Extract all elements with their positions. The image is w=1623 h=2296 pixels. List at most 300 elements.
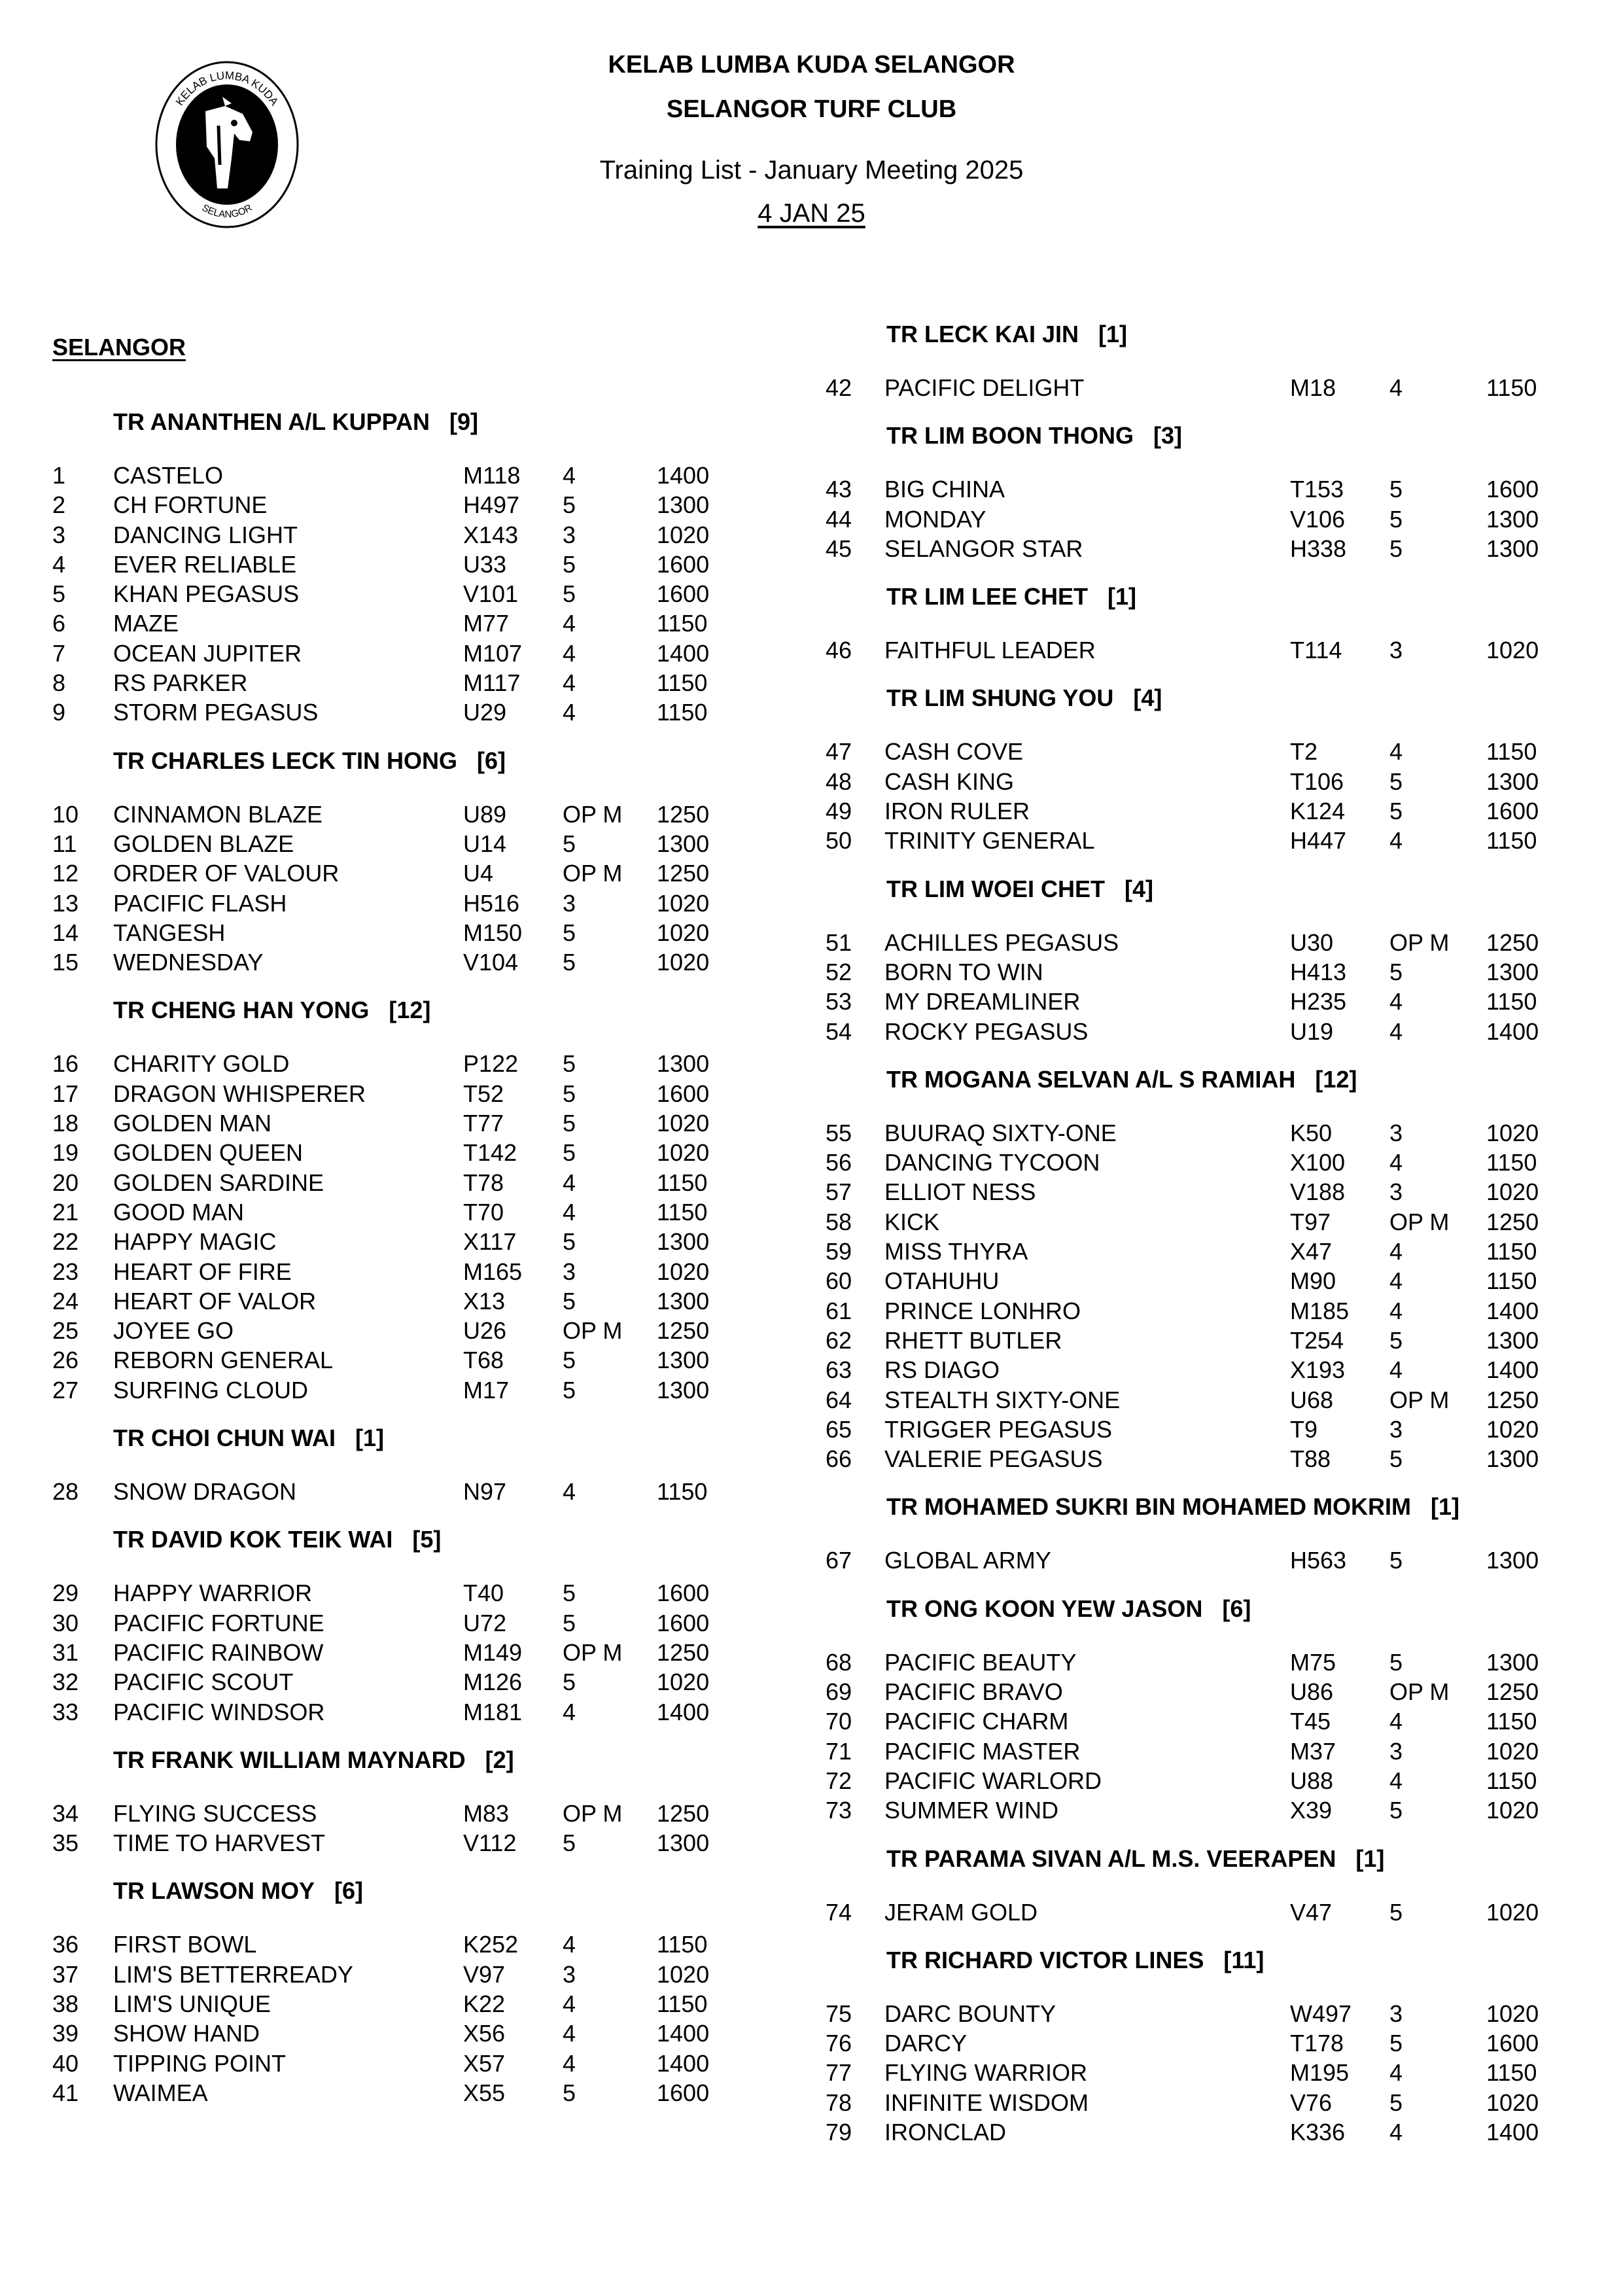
horse-name: GOLDEN BLAZE: [113, 830, 294, 857]
horse-class: 5: [1389, 768, 1403, 795]
trainer-name: TR DAVID KOK TEIK WAI: [113, 1526, 393, 1553]
horse-code: X143: [463, 521, 519, 548]
horse-name: DARC BOUNTY: [884, 2000, 1056, 2027]
horse-name: INFINITE WISDOM: [884, 2089, 1089, 2116]
horse-distance: 1020: [1486, 2089, 1539, 2116]
horse-class: 5: [563, 830, 576, 857]
horse-code: V97: [463, 1960, 506, 1988]
horse-distance: 1020: [657, 521, 710, 548]
horse-code: T254: [1290, 1326, 1344, 1354]
horse-number: 31: [52, 1638, 79, 1666]
horse-class: 4: [1389, 1356, 1403, 1384]
horse-name: MY DREAMLINER: [884, 988, 1081, 1016]
horse-number: 60: [826, 1267, 852, 1295]
horse-distance: 1400: [657, 639, 710, 667]
horse-class: 4: [1389, 1017, 1403, 1045]
trainer-name: TR PARAMA SIVAN A/L M.S. VEERAPEN: [886, 1845, 1336, 1872]
horse-class: 4: [563, 1698, 576, 1725]
horse-number: 78: [826, 2089, 852, 2116]
horse-name: HAPPY MAGIC: [113, 1228, 277, 1256]
horse-number: 70: [826, 1708, 852, 1735]
horse-number: 34: [52, 1799, 79, 1827]
horse-number: 22: [52, 1228, 79, 1256]
horse-code: N97: [463, 1478, 507, 1506]
horse-distance: 1020: [657, 949, 710, 976]
horse-class: 3: [1389, 1119, 1403, 1146]
horse-number: 27: [52, 1376, 79, 1404]
horse-distance: 1020: [657, 919, 710, 946]
horse-code: T78: [463, 1169, 504, 1196]
horse-name: REBORN GENERAL: [113, 1347, 334, 1374]
horse-number: 19: [52, 1139, 79, 1167]
horse-class: 4: [563, 1169, 576, 1196]
horse-code: P122: [463, 1050, 519, 1078]
horse-number: 68: [826, 1648, 852, 1676]
horse-number: 38: [52, 1990, 79, 2017]
horse-name: TRINITY GENERAL: [884, 827, 1095, 855]
horse-class: 3: [1389, 2000, 1403, 2027]
horse-name: PACIFIC RAINBOW: [113, 1638, 324, 1666]
horse-distance: 1300: [1486, 535, 1539, 562]
horse-name: FAITHFUL LEADER: [884, 637, 1096, 664]
horse-code: T97: [1290, 1208, 1331, 1235]
horse-number: 4: [52, 550, 66, 578]
horse-class: 4: [563, 1198, 576, 1226]
horse-code: M90: [1290, 1267, 1336, 1295]
horse-name: SURFING CLOUD: [113, 1376, 309, 1404]
horse-distance: 1600: [657, 1080, 710, 1107]
horse-distance: 1400: [657, 462, 710, 489]
horse-name: TIPPING POINT: [113, 2049, 287, 2077]
horse-code: V104: [463, 949, 519, 976]
horse-code: U4: [463, 860, 494, 887]
horse-number: 62: [826, 1326, 852, 1354]
horse-distance: 1150: [1486, 1149, 1537, 1176]
horse-number: 42: [826, 374, 852, 401]
horse-number: 8: [52, 669, 66, 697]
horse-name: BUURAQ SIXTY-ONE: [884, 1119, 1117, 1146]
horse-distance: 1300: [657, 1228, 710, 1256]
trainer-horse-count: [6]: [477, 747, 506, 774]
horse-class: 5: [563, 949, 576, 976]
horse-class: 4: [1389, 988, 1403, 1016]
horse-class: 5: [563, 1080, 576, 1107]
horse-class: 5: [1389, 1547, 1403, 1574]
trainer-horse-count: [12]: [389, 997, 431, 1024]
horse-distance: 1020: [657, 1139, 710, 1167]
horse-distance: 1300: [657, 1376, 710, 1404]
horse-distance: 1600: [657, 2079, 710, 2106]
horse-code: H516: [463, 889, 520, 917]
horse-name: STEALTH SIXTY-ONE: [884, 1386, 1121, 1413]
trainer-horse-count: [9]: [449, 408, 478, 435]
horse-name: GOLDEN QUEEN: [113, 1139, 304, 1167]
horse-number: 43: [826, 476, 852, 503]
horse-code: M83: [463, 1799, 510, 1827]
horse-number: 46: [826, 637, 852, 664]
horse-distance: 1250: [657, 1317, 710, 1345]
horse-class: 5: [563, 1050, 576, 1078]
horse-class: 4: [1389, 1767, 1403, 1794]
horse-code: T88: [1290, 1445, 1331, 1473]
horse-distance: 1020: [1486, 637, 1539, 664]
horse-code: X39: [1290, 1797, 1333, 1824]
horse-class: 4: [563, 2020, 576, 2047]
horse-distance: 1150: [657, 699, 708, 726]
horse-code: T9: [1290, 1415, 1318, 1443]
horse-name: IRON RULER: [884, 798, 1030, 825]
horse-distance: 1400: [1486, 1017, 1539, 1045]
horse-code: V106: [1290, 505, 1346, 533]
horse-code: M150: [463, 919, 523, 946]
horse-number: 65: [826, 1415, 852, 1443]
horse-class: 5: [1389, 1898, 1403, 1926]
horse-name: TIME TO HARVEST: [113, 1829, 326, 1857]
horse-class: 5: [1389, 1648, 1403, 1676]
horse-distance: 1150: [1486, 827, 1537, 855]
trainer-horse-count: [4]: [1124, 875, 1153, 902]
trainer-name: TR LIM LEE CHET: [886, 583, 1088, 610]
horse-distance: 1150: [657, 610, 708, 637]
horse-name: KHAN PEGASUS: [113, 580, 300, 608]
horse-class: 5: [563, 491, 576, 519]
club-name-english: SELANGOR TURF CLUB: [666, 96, 957, 123]
horse-distance: 1250: [657, 800, 710, 828]
horse-class: 4: [1389, 1149, 1403, 1176]
horse-code: M126: [463, 1669, 523, 1696]
horse-name: STORM PEGASUS: [113, 699, 319, 726]
horse-code: W497: [1290, 2000, 1352, 2027]
horse-number: 49: [826, 798, 852, 825]
horse-code: T52: [463, 1080, 504, 1107]
horse-number: 52: [826, 958, 852, 985]
trainer-name: TR LIM BOON THONG: [886, 422, 1134, 450]
horse-distance: 1600: [657, 1580, 710, 1607]
horse-code: U19: [1290, 1017, 1334, 1045]
horse-distance: 1150: [657, 1198, 708, 1226]
horse-code: M185: [1290, 1297, 1350, 1324]
horse-code: H235: [1290, 988, 1347, 1016]
horse-name: PACIFIC BEAUTY: [884, 1648, 1077, 1676]
horse-name: CASH KING: [884, 768, 1015, 795]
horse-class: 4: [1389, 2118, 1403, 2146]
horse-distance: 1300: [1486, 768, 1539, 795]
trainer-name: TR ONG KOON YEW JASON: [886, 1595, 1203, 1622]
horse-class: 3: [563, 889, 576, 917]
horse-class: 5: [1389, 505, 1403, 533]
horse-code: H563: [1290, 1547, 1347, 1574]
horse-number: 56: [826, 1149, 852, 1176]
horse-code: X55: [463, 2079, 506, 2106]
horse-name: JOYEE GO: [113, 1317, 234, 1345]
horse-number: 44: [826, 505, 852, 533]
horse-number: 6: [52, 610, 66, 637]
document-subtitle: Training List - January Meeting 2025: [599, 156, 1024, 185]
horse-name: MAZE: [113, 610, 179, 637]
horse-class: 5: [563, 1376, 576, 1404]
horse-class: 5: [1389, 1445, 1403, 1473]
horse-distance: 1150: [1486, 738, 1537, 766]
horse-code: K22: [463, 1990, 506, 2017]
horse-class: 5: [563, 1829, 576, 1857]
horse-class: 4: [563, 462, 576, 489]
horse-class: 4: [563, 610, 576, 637]
horse-code: U68: [1290, 1386, 1334, 1413]
horse-name: JERAM GOLD: [884, 1898, 1038, 1926]
horse-code: T68: [463, 1347, 504, 1374]
club-name-malay: KELAB LUMBA KUDA SELANGOR: [608, 51, 1015, 79]
horse-number: 77: [826, 2059, 852, 2087]
horse-distance: 1020: [657, 1669, 710, 1696]
horse-name: GOLDEN MAN: [113, 1110, 272, 1137]
horse-class: OP M: [1389, 1208, 1450, 1235]
horse-distance: 1150: [1486, 1767, 1537, 1794]
horse-class: 5: [1389, 1797, 1403, 1824]
horse-distance: 1300: [1486, 505, 1539, 533]
trainer-name: TR LECK KAI JIN: [886, 321, 1079, 347]
horse-class: 5: [563, 1110, 576, 1137]
horse-name: HEART OF FIRE: [113, 1258, 292, 1285]
horse-name: PACIFIC BRAVO: [884, 1678, 1063, 1706]
horse-class: 5: [563, 919, 576, 946]
trainer-name: TR LAWSON MOY: [113, 1877, 315, 1905]
horse-distance: 1400: [657, 2020, 710, 2047]
horse-number: 17: [52, 1080, 79, 1107]
horse-code: M77: [463, 610, 510, 637]
horse-code: U88: [1290, 1767, 1334, 1794]
horse-class: OP M: [1389, 1678, 1450, 1706]
horse-name: PACIFIC FORTUNE: [113, 1609, 324, 1636]
horse-code: M149: [463, 1638, 523, 1666]
horse-distance: 1300: [657, 1829, 710, 1857]
horse-name: TRIGGER PEGASUS: [884, 1415, 1113, 1443]
horse-distance: 1150: [657, 1931, 708, 1958]
horse-number: 53: [826, 988, 852, 1016]
horse-number: 40: [52, 2049, 79, 2077]
horse-name: HEART OF VALOR: [113, 1287, 317, 1315]
horse-class: 3: [563, 1258, 576, 1285]
horse-class: 5: [563, 2079, 576, 2106]
horse-class: OP M: [1389, 1386, 1450, 1413]
horse-class: 5: [1389, 1326, 1403, 1354]
horse-class: 5: [563, 550, 576, 578]
horse-class: 4: [563, 1931, 576, 1958]
horse-class: OP M: [563, 1317, 623, 1345]
horse-number: 50: [826, 827, 852, 855]
horse-number: 54: [826, 1017, 852, 1045]
horse-code: H338: [1290, 535, 1347, 562]
horse-code: M17: [463, 1376, 510, 1404]
horse-code: U14: [463, 830, 507, 857]
horse-code: T45: [1290, 1708, 1331, 1735]
horse-code: V47: [1290, 1898, 1333, 1926]
horse-name: KICK: [884, 1208, 940, 1235]
horse-class: 4: [1389, 1238, 1403, 1265]
horse-code: T178: [1290, 2030, 1344, 2057]
horse-distance: 1150: [657, 1169, 708, 1196]
horse-name: SUMMER WIND: [884, 1797, 1058, 1824]
horse-name: CHARITY GOLD: [113, 1050, 290, 1078]
horse-code: U30: [1290, 928, 1334, 956]
horse-class: 4: [1389, 2059, 1403, 2087]
horse-distance: 1020: [1486, 1797, 1539, 1824]
trainer-name: TR LIM WOEI CHET: [886, 875, 1105, 902]
horse-number: 47: [826, 738, 852, 766]
horse-name: BIG CHINA: [884, 476, 1005, 503]
horse-distance: 1150: [1486, 1267, 1537, 1295]
trainer-horse-count: [1]: [1108, 583, 1136, 610]
horse-code: M117: [463, 669, 521, 697]
horse-name: LIM'S UNIQUE: [113, 1990, 271, 2017]
horse-code: X56: [463, 2020, 506, 2047]
trainer-name: TR CHOI CHUN WAI: [113, 1424, 336, 1452]
horse-code: T114: [1290, 637, 1342, 664]
horse-distance: 1150: [1486, 1238, 1537, 1265]
horse-distance: 1300: [657, 491, 710, 519]
trainer-horse-count: [11]: [1223, 1946, 1265, 1973]
trainer-horse-count: [6]: [334, 1877, 363, 1905]
horse-class: OP M: [563, 1799, 623, 1827]
horse-code: M181: [463, 1698, 523, 1725]
horse-distance: 1300: [657, 1050, 710, 1078]
horse-class: 3: [1389, 1415, 1403, 1443]
trainer-name: TR FRANK WILLIAM MAYNARD: [113, 1746, 466, 1773]
horse-number: 48: [826, 768, 852, 795]
horse-class: 5: [563, 1669, 576, 1696]
horse-code: V101: [463, 580, 519, 608]
horse-code: K50: [1290, 1119, 1333, 1146]
horse-name: CINNAMON BLAZE: [113, 800, 323, 828]
horse-distance: 1020: [1486, 1898, 1539, 1926]
horse-name: DANCING TYCOON: [884, 1149, 1100, 1176]
trainer-horse-count: [4]: [1133, 684, 1162, 712]
horse-class: 4: [563, 669, 576, 697]
horse-name: LIM'S BETTERREADY: [113, 1960, 353, 1988]
horse-number: 28: [52, 1478, 79, 1506]
horse-name: ROCKY PEGASUS: [884, 1017, 1089, 1045]
logo-text-bottom: SELANGOR: [200, 202, 254, 221]
horse-class: OP M: [563, 800, 623, 828]
horse-code: U72: [463, 1609, 507, 1636]
horse-name: GOOD MAN: [113, 1198, 245, 1226]
horse-name: PACIFIC SCOUT: [113, 1669, 294, 1696]
trainer-name: TR CHARLES LECK TIN HONG: [113, 747, 457, 774]
horse-number: 36: [52, 1931, 79, 1958]
horse-name: OCEAN JUPITER: [113, 639, 302, 667]
horse-number: 45: [826, 535, 852, 562]
trainer-horse-count: [1]: [1355, 1845, 1385, 1872]
horse-distance: 1150: [1486, 2059, 1537, 2087]
horse-class: 4: [1389, 1708, 1403, 1735]
horse-distance: 1020: [1486, 1415, 1539, 1443]
horse-code: U89: [463, 800, 507, 828]
horse-number: 10: [52, 800, 79, 828]
horse-distance: 1600: [1486, 2030, 1539, 2057]
horse-distance: 1400: [657, 2049, 710, 2077]
trainer-horse-count: [5]: [412, 1526, 442, 1553]
horse-number: 55: [826, 1119, 852, 1146]
horse-code: V112: [463, 1829, 517, 1857]
horse-name: HAPPY WARRIOR: [113, 1580, 313, 1607]
horse-class: 3: [563, 521, 576, 548]
horse-distance: 1600: [657, 1609, 710, 1636]
horse-name: MONDAY: [884, 505, 986, 533]
horse-class: 5: [563, 580, 576, 608]
horse-distance: 1250: [1486, 928, 1539, 956]
horse-distance: 1400: [1486, 1297, 1539, 1324]
horse-name: FLYING SUCCESS: [113, 1799, 317, 1827]
horse-distance: 1600: [657, 580, 710, 608]
horse-code: T142: [463, 1139, 517, 1167]
horse-code: M75: [1290, 1648, 1336, 1676]
logo-text-top: KELAB LUMBA KUDA: [173, 69, 281, 108]
horse-class: 5: [563, 1139, 576, 1167]
horse-number: 74: [826, 1898, 852, 1926]
horse-name: PACIFIC FLASH: [113, 889, 287, 917]
horse-name: ACHILLES PEGASUS: [884, 928, 1119, 956]
horse-distance: 1400: [1486, 1356, 1539, 1384]
horse-code: T70: [463, 1198, 504, 1226]
horse-class: 4: [1389, 374, 1403, 401]
horse-name: FIRST BOWL: [113, 1931, 257, 1958]
horse-number: 21: [52, 1198, 79, 1226]
horse-code: K336: [1290, 2118, 1346, 2146]
horse-class: 4: [563, 2049, 576, 2077]
horse-class: 5: [1389, 958, 1403, 985]
horse-class: 4: [1389, 738, 1403, 766]
trainer-name: TR ANANTHEN A/L KUPPAN: [113, 408, 430, 435]
horse-name: SHOW HAND: [113, 2020, 260, 2047]
horse-distance: 1300: [657, 830, 710, 857]
horse-distance: 1020: [657, 1110, 710, 1137]
horse-number: 73: [826, 1797, 852, 1824]
horse-number: 63: [826, 1356, 852, 1384]
horse-class: 5: [1389, 2030, 1403, 2057]
horse-class: 3: [563, 1960, 576, 1988]
horse-distance: 1020: [657, 889, 710, 917]
horse-distance: 1300: [657, 1287, 710, 1315]
trainer-name: TR CHENG HAN YONG: [113, 997, 370, 1024]
horse-code: K124: [1290, 798, 1346, 825]
trainer-name: TR MOHAMED SUKRI BIN MOHAMED MOKRIM: [886, 1493, 1411, 1521]
horse-code: X57: [463, 2049, 506, 2077]
horse-number: 9: [52, 699, 66, 726]
horse-code: M195: [1290, 2059, 1350, 2087]
horse-class: OP M: [563, 860, 623, 887]
horse-code: H413: [1290, 958, 1347, 985]
horse-name: ORDER OF VALOUR: [113, 860, 340, 887]
horse-class: 3: [1389, 637, 1403, 664]
horse-class: 4: [1389, 827, 1403, 855]
horse-number: 23: [52, 1258, 79, 1285]
horse-code: M165: [463, 1258, 523, 1285]
horse-number: 59: [826, 1238, 852, 1265]
horse-number: 35: [52, 1829, 79, 1857]
horse-distance: 1250: [657, 1638, 710, 1666]
horse-name: PACIFIC MASTER: [884, 1737, 1081, 1765]
trainer-name: TR MOGANA SELVAN A/L S RAMIAH: [886, 1065, 1296, 1093]
horse-number: 16: [52, 1050, 79, 1078]
horse-class: 4: [563, 639, 576, 667]
horse-number: 3: [52, 521, 66, 548]
horse-class: 4: [563, 1478, 576, 1506]
horse-code: U29: [463, 699, 507, 726]
horse-class: 5: [1389, 2089, 1403, 2116]
horse-name: PRINCE LONHRO: [884, 1297, 1081, 1324]
horse-code: M118: [463, 462, 521, 489]
horse-name: PACIFIC DELIGHT: [884, 374, 1085, 401]
horse-code: X193: [1290, 1356, 1346, 1384]
